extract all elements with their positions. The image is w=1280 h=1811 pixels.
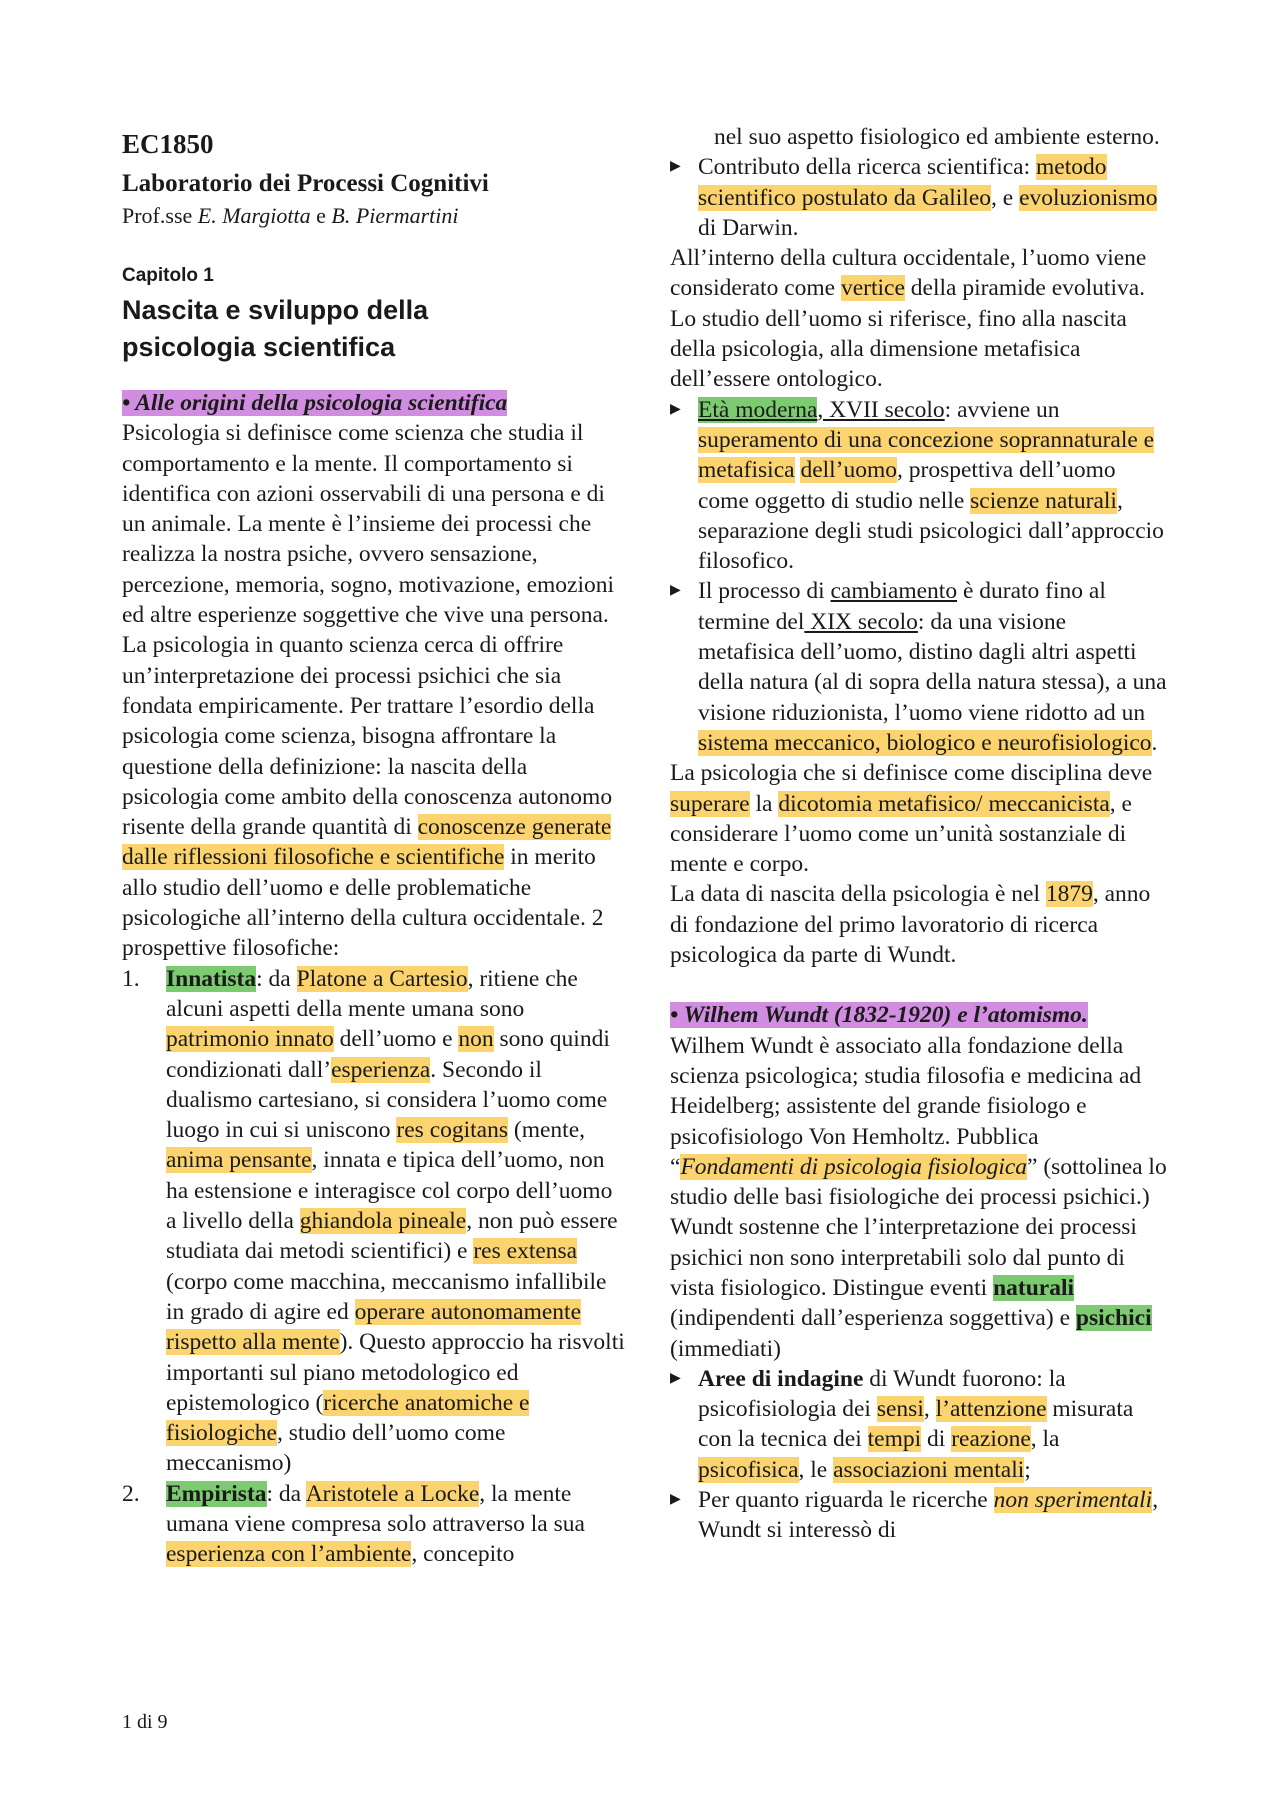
page-number: 1 di 9: [122, 1711, 168, 1733]
paragraph-definition: Psicologia si definisce come scienza che studia il comportamento e la mente. Il comportamento si identifica con azioni osservabili di una persona e di un animale. La mente è l’insieme dei processi che realizza la nostra psiche, ovvero sensazione, percezione, memoria, sogno, motivazione, emozioni ed altre esperienze soggettive che vive una persona. La psicologia in quanto scienza cerca di offrire un’interpretazione dei processi psichici che sia fondata empiricamente. Per trattare l’esordio della psicologia come scienza, bisogna affrontare la questione della definizione: la nascita della psicologia come ambito della conoscenza autonomo risente della grande quantità di conoscenze generate dalle riflessioni filosofiche e scientifiche in merito allo studio dell’uomo e delle problematiche psicologiche all’interno della cultura occidentale. 2 prospettive filosofiche:: [122, 420, 615, 962]
triangle-right-icon: ▶: [670, 401, 681, 417]
left-column: [122, 126, 628, 1570]
chapter-title: Nascita e sviluppo della psicologia scientifica: [122, 295, 429, 362]
continued-text: nel suo aspetto fisiologico ed ambiente esterno.: [714, 124, 1160, 150]
paragraph-wundt: Wilhem Wundt è associato alla fondazione della scienza psicologica; studia filosofia e medicina ad Heidelberg; assistente del grande fisiologo e psicofisiologo Von Hemholtz. Pubblica “Fondamenti di psicologia fisiologica” (sottolinea lo studio delle basi fisiologiche dei processi psichici.) Wundt sostenne che l’interpretazione dei processi psichici non sono interpretabili solo dal punto di vista fisiologico. Distingue eventi naturali (indipendenti dall’esperienza soggettiva) e psichici (immediati): [670, 1032, 1167, 1362]
triangle-right-icon: ▶: [670, 1492, 681, 1508]
triangle-right-icon: ▶: [670, 159, 681, 175]
paragraph-birth-date: La data di nascita della psicologia è nel 1879, anno di fondazione del primo lavoratorio di ricerca psicologica da parte di Wundt.: [670, 881, 1151, 969]
chapter-label: Capitolo 1: [122, 265, 214, 286]
list-item-innatista: 1. Innatista: da Platone a Cartesio, ritiene che alcuni aspetti della mente umana sono patrimonio innato dell’uomo e non sono quindi condizionati dall’esperienza. Secondo il dualismo cartesiano, si considera l’uomo come luogo in cui si uniscono res cogitans (mente, anima pensante, innata e tipica dell’uomo, non ha estensione e interagisce col corpo dell’uomo a livello della ghiandola pineale, non può essere studiata dai metodi scientifici) e res extensa (corpo come macchina, meccanismo infallibile in grado di agire ed operare autonomamente rispetto alla mente). Questo approccio ha risvolti importanti sul piano metodologico ed epistemologico (ricerche anatomiche e fisiologiche, studio dell’uomo come meccanismo): [122, 965, 625, 1477]
list-item-empirista: 2. Empirista: da Aristotele a Locke, la mente umana viene compresa solo attraverso la sua esperienza con l’ambiente, concepito: [122, 1480, 585, 1568]
paragraph-western-culture: All’interno della cultura occidentale, l’uomo viene considerato come vertice della piramide evolutiva. Lo studio dell’uomo si riferisce, fino alla nascita della psicologia, alla dimensione metafisica dell’essere ontologico.: [670, 245, 1147, 393]
bullet-item: ▶ Età moderna, XVII secolo: avviene un superamento di una concezione soprannaturale e metafisica dell’uomo, prospettiva dell’uomo come oggetto di studio nelle scienze naturali, separazione degli studi psicologici dall’approccio filosofico.: [670, 395, 1168, 577]
course-code: EC1850: [122, 129, 214, 159]
paragraph-discipline: La psicologia che si definisce come disciplina deve superare la dicotomia metafisico/ meccanicista, e considerare l’uomo come un’unità sostanziale di mente e corpo.: [670, 760, 1153, 878]
triangle-right-icon: ▶: [670, 583, 681, 599]
bullet-item: ▶ Per quanto riguarda le ricerche non sperimentali, Wundt si interessò di: [670, 1485, 1168, 1546]
professors: Prof.sse E. Margiotta e B. Piermartini: [122, 203, 459, 228]
bullet-item: ▶ Aree di indagine di Wundt fuorono: la psicofisiologia dei sensi, l’attenzione misurata con la tecnica dei tempi di reazione, la psicofisica, le associazioni mentali;: [670, 1364, 1168, 1485]
course-title: Laboratorio dei Processi Cognitivi: [122, 170, 489, 197]
right-column: [670, 122, 1168, 1546]
section-heading-wundt: • Wilhem Wundt (1832-1920) e l’atomismo.: [670, 1002, 1088, 1029]
bullet-item: ▶ Contributo della ricerca scientifica: metodo scientifico postulato da Galileo, e evoluzionismo di Darwin.: [670, 152, 1168, 243]
section-heading-origins: • Alle origini della psicologia scientifica: [122, 390, 508, 416]
triangle-right-icon: ▶: [670, 1370, 681, 1386]
bullet-item: ▶ Il processo di cambiamento è durato fino al termine del XIX secolo: da una visione metafisica dell’uomo, distino dagli altri aspetti della natura (al di sopra della natura stessa), a una visione riduzionista, l’uomo viene ridotto ad un sistema meccanico, biologico e neurofisiologico.: [670, 576, 1168, 758]
